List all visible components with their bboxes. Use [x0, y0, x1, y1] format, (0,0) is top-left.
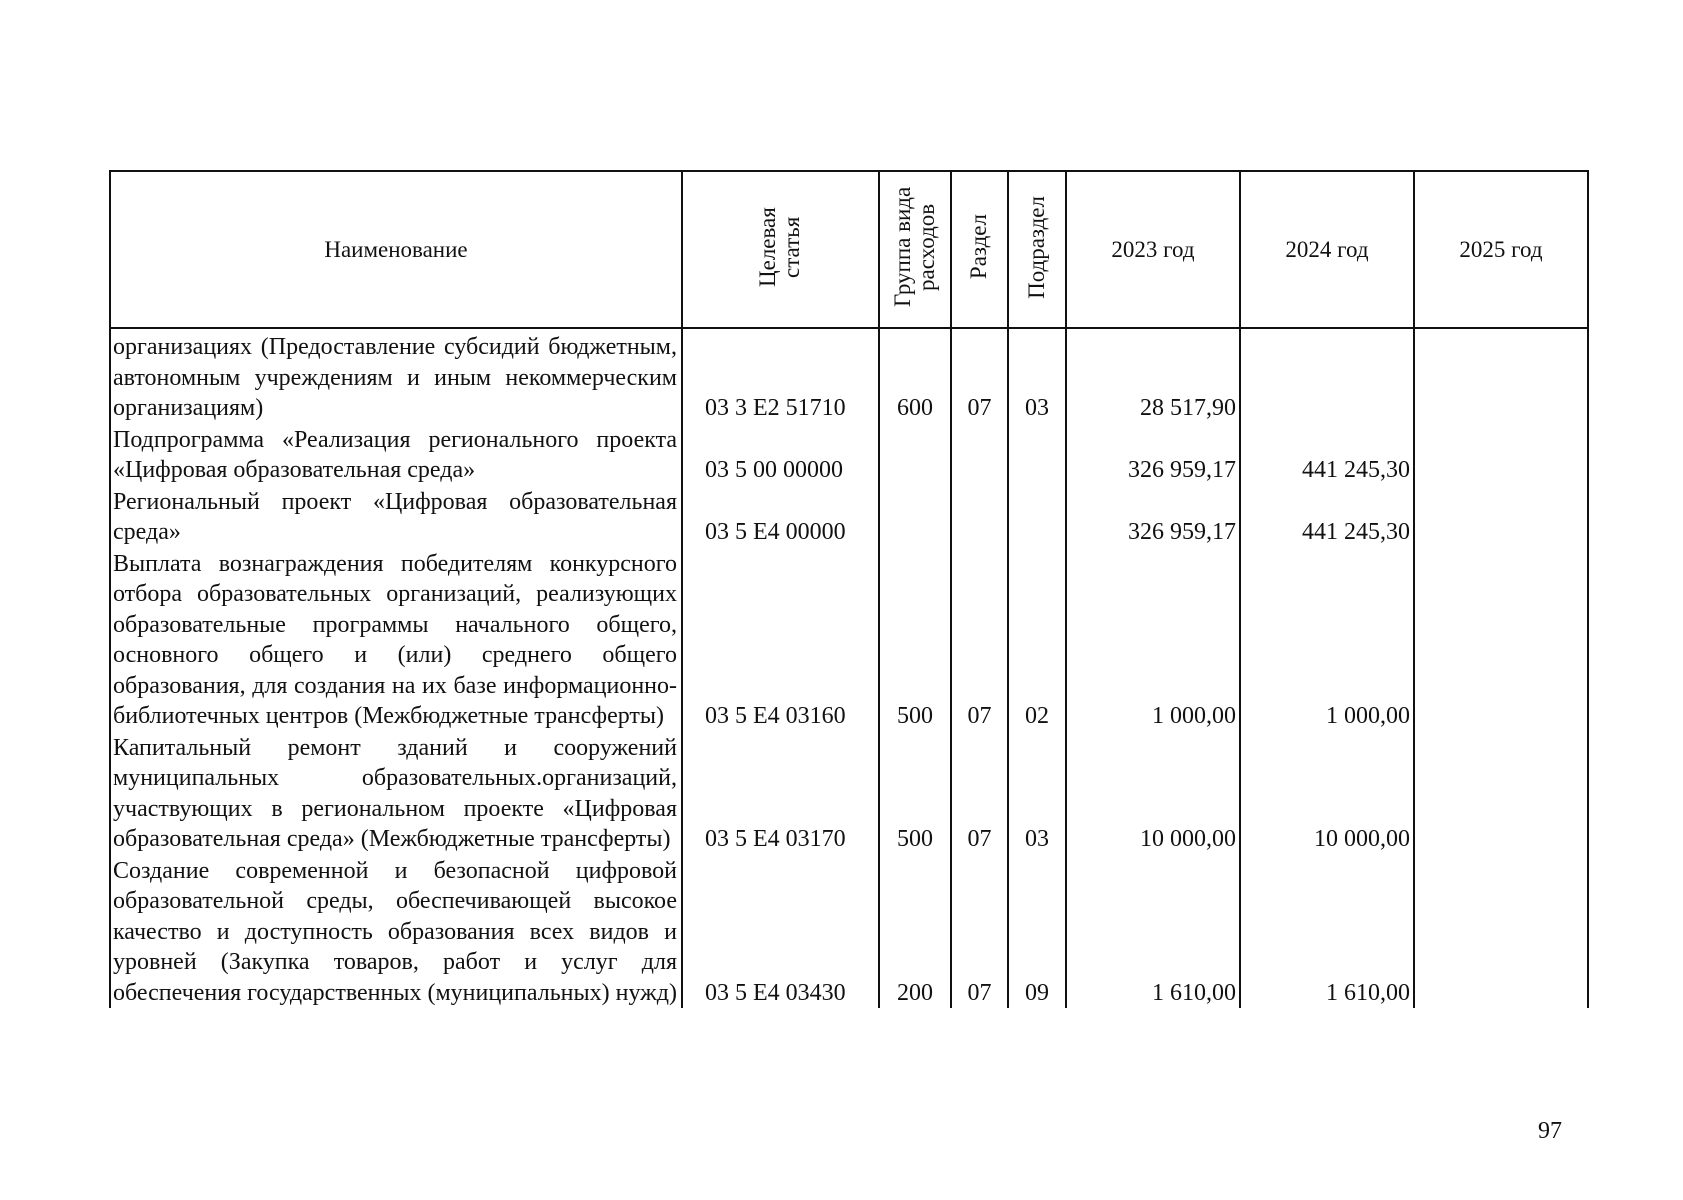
row-value-2024: 441 245,30 [1240, 486, 1414, 548]
row-subsection: 02 [1008, 548, 1066, 732]
row-name: Региональный проект «Цифровая образовательная среда» [110, 486, 682, 548]
row-name: организациях (Предоставление субсидий бюджетным, автономным учреждениям и иным некоммерческим организациям) [110, 328, 682, 424]
row-value-2023: 10 000,00 [1066, 732, 1240, 855]
row-value-2025 [1414, 328, 1588, 424]
row-section [951, 424, 1008, 486]
header-year-2024: 2024 год [1240, 171, 1414, 328]
table-row [110, 424, 1588, 486]
header-name: Наименование [110, 171, 682, 328]
row-group [879, 424, 951, 486]
header-year-2023: 2023 год [1066, 171, 1240, 328]
header-target-article: Целевая статья [682, 171, 879, 328]
row-value-2024: 1 000,00 [1240, 548, 1414, 732]
row-group: 500 [879, 548, 951, 732]
row-section: 07 [951, 855, 1008, 1009]
row-value-2025 [1414, 424, 1588, 486]
row-section: 07 [951, 328, 1008, 424]
row-target: 03 5 Е4 03160 [682, 548, 879, 732]
row-name: Подпрограмма «Реализация регионального проекта «Цифровая образовательная среда» [110, 424, 682, 486]
table-row [110, 855, 1588, 1009]
table-row [110, 486, 1588, 548]
page-number: 97 [1538, 1118, 1562, 1144]
row-section: 07 [951, 548, 1008, 732]
row-value-2023: 28 517,90 [1066, 328, 1240, 424]
row-value-2023: 1 610,00 [1066, 855, 1240, 1009]
row-value-2025 [1414, 486, 1588, 548]
row-name: Выплата вознаграждения победителям конкурсного отбора образовательных организаций, реализующих образовательные программы начального общего, основного общего и (или) среднего общего образования, для создания на их базе информационно-библиотечных центров (Межбюджетные трансферты) [110, 548, 682, 732]
row-name: Капитальный ремонт зданий и сооружений муниципальных образовательных.организаций, участвующих в региональном проекте «Цифровая образовательная среда» (Межбюджетные трансферты) [110, 732, 682, 855]
row-subsection: 03 [1008, 328, 1066, 424]
row-group: 600 [879, 328, 951, 424]
row-target: 03 5 Е4 00000 [682, 486, 879, 548]
row-value-2025 [1414, 732, 1588, 855]
row-value-2023: 326 959,17 [1066, 486, 1240, 548]
row-target: 03 5 Е4 03430 [682, 855, 879, 1009]
row-group [879, 486, 951, 548]
table-row [110, 732, 1588, 855]
row-section [951, 486, 1008, 548]
row-value-2024 [1240, 328, 1414, 424]
header-section: Раздел [951, 171, 1008, 328]
row-value-2023: 326 959,17 [1066, 424, 1240, 486]
row-section: 07 [951, 732, 1008, 855]
row-group: 200 [879, 855, 951, 1009]
row-target: 03 5 00 00000 [682, 424, 879, 486]
row-target: 03 5 Е4 03170 [682, 732, 879, 855]
header-subsection: Подраздел [1008, 171, 1066, 328]
row-group: 500 [879, 732, 951, 855]
row-value-2024: 10 000,00 [1240, 732, 1414, 855]
row-value-2024: 441 245,30 [1240, 424, 1414, 486]
row-value-2025 [1414, 548, 1588, 732]
header-expense-group: Группа вида расходов [879, 171, 951, 328]
table-row [110, 548, 1588, 732]
row-name: Создание современной и безопасной цифровой образовательной среды, обеспечивающей высокое качество и доступность образования всех видов и уровней (Закупка товаров, работ и услуг для обеспечения государственных (муниципальных) нужд) [110, 855, 682, 1009]
row-value-2025 [1414, 855, 1588, 1009]
row-value-2023: 1 000,00 [1066, 548, 1240, 732]
table-header-row [110, 171, 1588, 328]
header-year-2025: 2025 год [1414, 171, 1588, 328]
row-subsection [1008, 424, 1066, 486]
table-row [110, 328, 1588, 424]
row-subsection: 09 [1008, 855, 1066, 1009]
row-subsection [1008, 486, 1066, 548]
budget-table [109, 170, 1589, 1008]
row-target: 03 3 Е2 51710 [682, 328, 879, 424]
row-value-2024: 1 610,00 [1240, 855, 1414, 1009]
row-subsection: 03 [1008, 732, 1066, 855]
